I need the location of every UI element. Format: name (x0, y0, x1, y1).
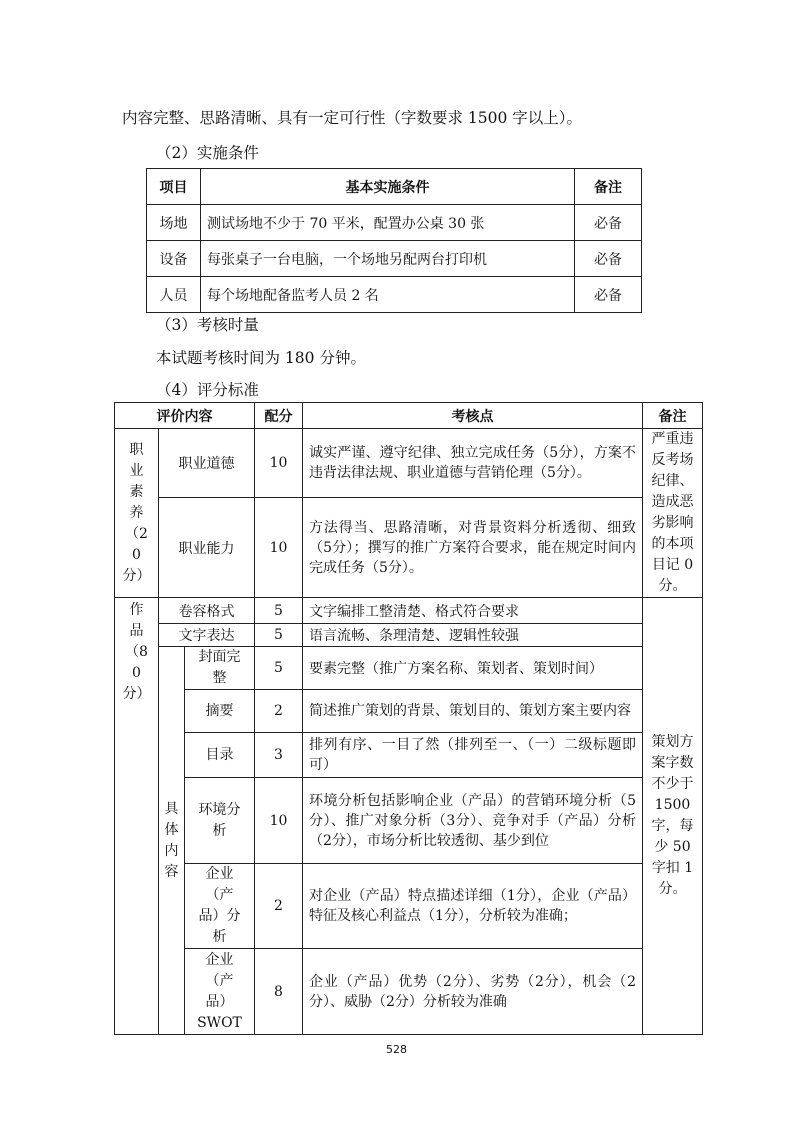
condition-text: 每个场地配备监考人员 2 名 (201, 277, 575, 313)
sub-item-label: 目录 (185, 733, 255, 778)
table-row (115, 429, 703, 498)
header-note: 备注 (575, 169, 642, 205)
category-professional: 职 业 素 养 （2 0 分） (115, 429, 159, 598)
category-work: 作 品 （8 0 分） (115, 598, 159, 1035)
table-row (147, 277, 642, 313)
table-row (115, 624, 703, 647)
condition-item: 设备 (147, 241, 201, 277)
conditions-table (146, 168, 642, 313)
header-condition: 基本实施条件 (201, 169, 575, 205)
item-point: 要素完整（推广方案名称、策划者、策划时间） (303, 647, 643, 690)
item-label: 卷容格式 (159, 598, 255, 624)
header-score: 配分 (255, 403, 303, 429)
conditions-header-row (147, 169, 642, 205)
header-item: 项目 (147, 169, 201, 205)
sub-item-label: 企业 （产 品） SWOT (185, 949, 255, 1035)
condition-note: 必备 (575, 277, 642, 313)
scoring-table (114, 402, 703, 1035)
sub-group-content: 具 体 内 容 (159, 647, 185, 1035)
item-score: 5 (255, 598, 303, 624)
item-point: 诚实严谨、遵守纪律、独立完成任务（5分），方案不违背法律法规、职业道德与营销伦理（5分）。 (303, 429, 643, 498)
table-row (115, 498, 703, 598)
item-score: 2 (255, 690, 303, 733)
condition-text: 每张桌子一台电脑，一个场地另配两台打印机 (201, 241, 575, 277)
item-point: 环境分析包括影响企业（产品）的营销环境分析（5分）、推广对象分析（3分）、竞争对手（产品）分析（2分），市场分析比较透彻、基少到位 (303, 778, 643, 864)
section-2-title: （2）实施条件 (156, 144, 259, 162)
item-point: 对企业（产品）特点描述详细（1分），企业（产品）特征及核心利益点（1分），分析较为准确； (303, 864, 643, 949)
sub-item-label: 企业 （产 品）分 析 (185, 864, 255, 949)
header-note: 备注 (643, 403, 703, 429)
item-score: 2 (255, 864, 303, 949)
condition-text: 测试场地不少于 70 平米，配置办公桌 30 张 (201, 205, 575, 241)
item-point: 方法得当、思路清晰，对背景资料分析透彻、细致（5分）；撰写的推广方案符合要求，能在规定时间内完成任务（5分）。 (303, 498, 643, 598)
category-professional-note: 严重违 反考场 纪律、 造成恶 劣影响 的本项 目记 0 分。 (643, 429, 703, 598)
item-label: 文字表达 (159, 624, 255, 647)
table-row (115, 733, 703, 778)
item-point: 企业（产品）优势（2分）、劣势（2分），机会（2分）、威胁（2分）分析较为准确 (303, 949, 643, 1035)
item-score: 10 (255, 778, 303, 864)
sub-item-label: 封面完 整 (185, 647, 255, 690)
header-point: 考核点 (303, 403, 643, 429)
table-row (115, 949, 703, 1035)
table-row (115, 647, 703, 690)
item-point: 文字编排工整清楚、格式符合要求 (303, 598, 643, 624)
sub-item-label: 环境分 析 (185, 778, 255, 864)
intro-line: 内容完整、思路清晰、具有一定可行性（字数要求 1500 字以上）。 (122, 109, 583, 127)
condition-note: 必备 (575, 241, 642, 277)
table-row (147, 205, 642, 241)
item-score: 10 (255, 498, 303, 598)
table-row (115, 598, 703, 624)
condition-item: 场地 (147, 205, 201, 241)
section-3-text: 本试题考核时间为 180 分钟。 (156, 349, 366, 367)
sub-item-label: 摘要 (185, 690, 255, 733)
item-score: 8 (255, 949, 303, 1035)
item-point: 语言流畅、条理清楚、逻辑性较强 (303, 624, 643, 647)
table-row (147, 241, 642, 277)
item-score: 10 (255, 429, 303, 498)
item-score: 5 (255, 624, 303, 647)
item-score: 3 (255, 733, 303, 778)
table-row (115, 778, 703, 864)
page-number: 528 (386, 1043, 407, 1056)
section-4-title: （4）评分标准 (156, 381, 259, 399)
condition-note: 必备 (575, 205, 642, 241)
table-row (115, 690, 703, 733)
item-score: 5 (255, 647, 303, 690)
category-work-note: 策划方 案字数 不少于 1500 字，每 少 50 字扣 1 分。 (643, 598, 703, 1035)
condition-item: 人员 (147, 277, 201, 313)
item-label: 职业能力 (159, 498, 255, 598)
item-point: 排列有序、一目了然（排列至一、（一）二级标题即可） (303, 733, 643, 778)
scoring-header-row (115, 403, 703, 429)
section-3-title: （3）考核时量 (156, 316, 259, 334)
item-point: 简述推广策划的背景、策划目的、策划方案主要内容 (303, 690, 643, 733)
header-content: 评价内容 (115, 403, 255, 429)
item-label: 职业道德 (159, 429, 255, 498)
table-row (115, 864, 703, 949)
